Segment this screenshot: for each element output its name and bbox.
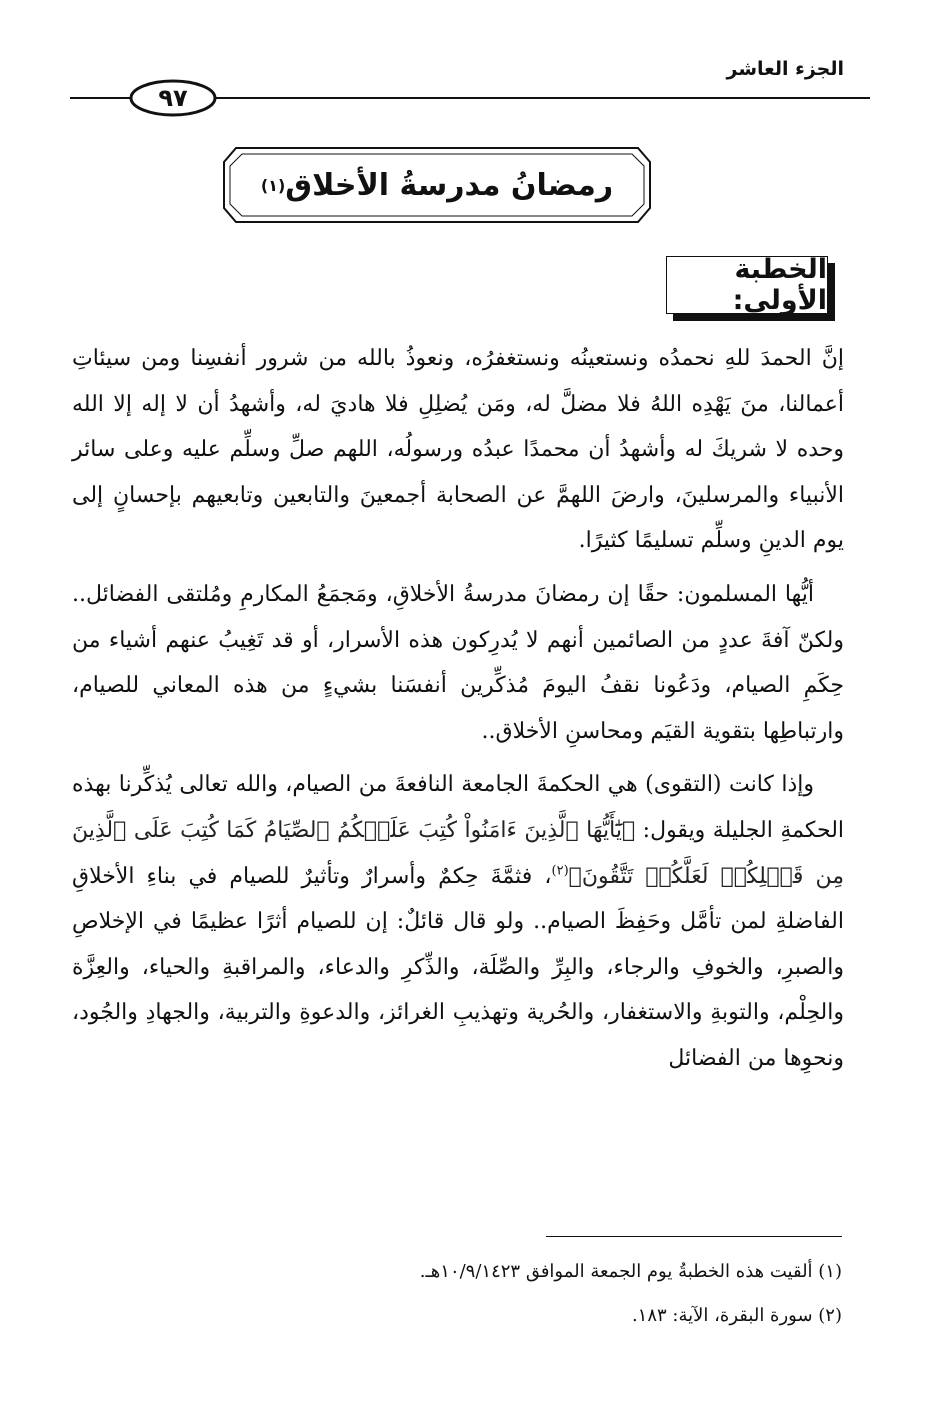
quran-verse: ﴿يَٰٓأَيُّهَا ٱلَّذِينَ ءَامَنُواْ كُتِبَ عَلَيۡكُمُ ٱلصِّيَامُ كَمَا كُتِبَ عَلَى ٱلَّذِينَ مِن قَبۡلِكُمۡ لَعَلَّكُمۡ تَتَّقُونَ﴾ bbox=[72, 817, 844, 889]
sermon-body bbox=[72, 336, 844, 1090]
footnote-separator bbox=[546, 1236, 842, 1237]
paragraph-taqwa bbox=[72, 762, 844, 1081]
footnotes bbox=[102, 1250, 842, 1338]
footnote-1: (١) ألقيت هذه الخطبةُ يوم الجمعة الموافق ١٠/٩/١٤٢٣هـ. bbox=[419, 1261, 842, 1282]
paragraph-opening: إنَّ الحمدَ للهِ نحمدُه ونستعينُه ونستغفرُه، ونعوذُ بالله من شرور أنفسِنا ومن سيئاتِ أعمالنا، منَ يَهْدِه اللهُ فلا مضلَّ له، ومَن يُضلِلِ فلا هاديَ له، وأشهدُ أن لا إله إلا الله وحده لا شريكَ له وأشهدُ أن محمدًا عبدُه ورسولُه، اللهم صلِّ وسلِّم عليه وعلى سائر الأنبياء والمرسلينَ، وارضَ اللهمَّ عن الصحابة أجمعينَ والتابعين وتابعيهم بإحسانٍ إلى يوم الدينِ وسلِّم تسليمًا كثيرًا. bbox=[72, 346, 844, 554]
verse-footnote-mark: (٢) bbox=[551, 863, 569, 879]
paragraph-address: أيُّها المسلمون: حقًا إن رمضانَ مدرسةُ الأخلاقِ، ومَجمَعُ المكارمِ ومُلتقى الفضائل.. ولكنّ آفةَ عددٍ من الصائمين أنهم لا يُدرِكون هذه الأسرار، أو قد تَغِيبُ عنهم أشياء من حِكَمِ الصيام، ودَعُونا نقفُ اليومَ مُذكِّرين أنفسَنا بشيءٍ من هذه المعاني للصيام، وارتباطِها بتقوية القيَم ومحاسنِ الأخلاق.. bbox=[72, 581, 844, 744]
page-number: ٩٧ bbox=[158, 84, 188, 112]
title-footnote-mark: (١) bbox=[260, 175, 286, 195]
paragraph-taqwa-intro: وإذا كانت (التقوى) هي الحكمةَ الجامعة النافعةَ من الصيام، والله تعالى يُذكِّرنا بهذه الحكمةِ الجليلة ويقول: bbox=[72, 772, 845, 843]
chapter-title bbox=[222, 146, 652, 224]
footnote-2: (٢) سورة البقرة، الآية: ١٨٣. bbox=[631, 1305, 842, 1326]
running-header-title: الجزء العاشر bbox=[726, 58, 844, 80]
section-heading: الخطبة الأولى: bbox=[666, 256, 828, 314]
chapter-title-text: رمضانُ مدرسةُ الأخلاق bbox=[285, 167, 614, 203]
paragraph-taqwa-continuation: ، فثمَّةَ حِكمٌ وأسرارٌ وتأثيرٌ للصيام في بناءِ الأخلاقِ الفاضلةِ لمن تأمَّل وحَفِظَ الصيام.. ولو قال قائلٌ: إن للصيام أثرًا عظيمًا في الإخلاصِ والصبرِ، والخوفِ والرجاء، والبِرِّ والصِّلَة، والذِّكرِ والدعاء، والمراقبةِ والحياء، والعِزَّة والحِلْم، والتوبةِ والاستغفار، والحُرية وتهذيبِ الغرائز، والدعوةِ والتربية، والجهادِ والجُود، ونحوِها من الفضائل bbox=[72, 863, 844, 1071]
